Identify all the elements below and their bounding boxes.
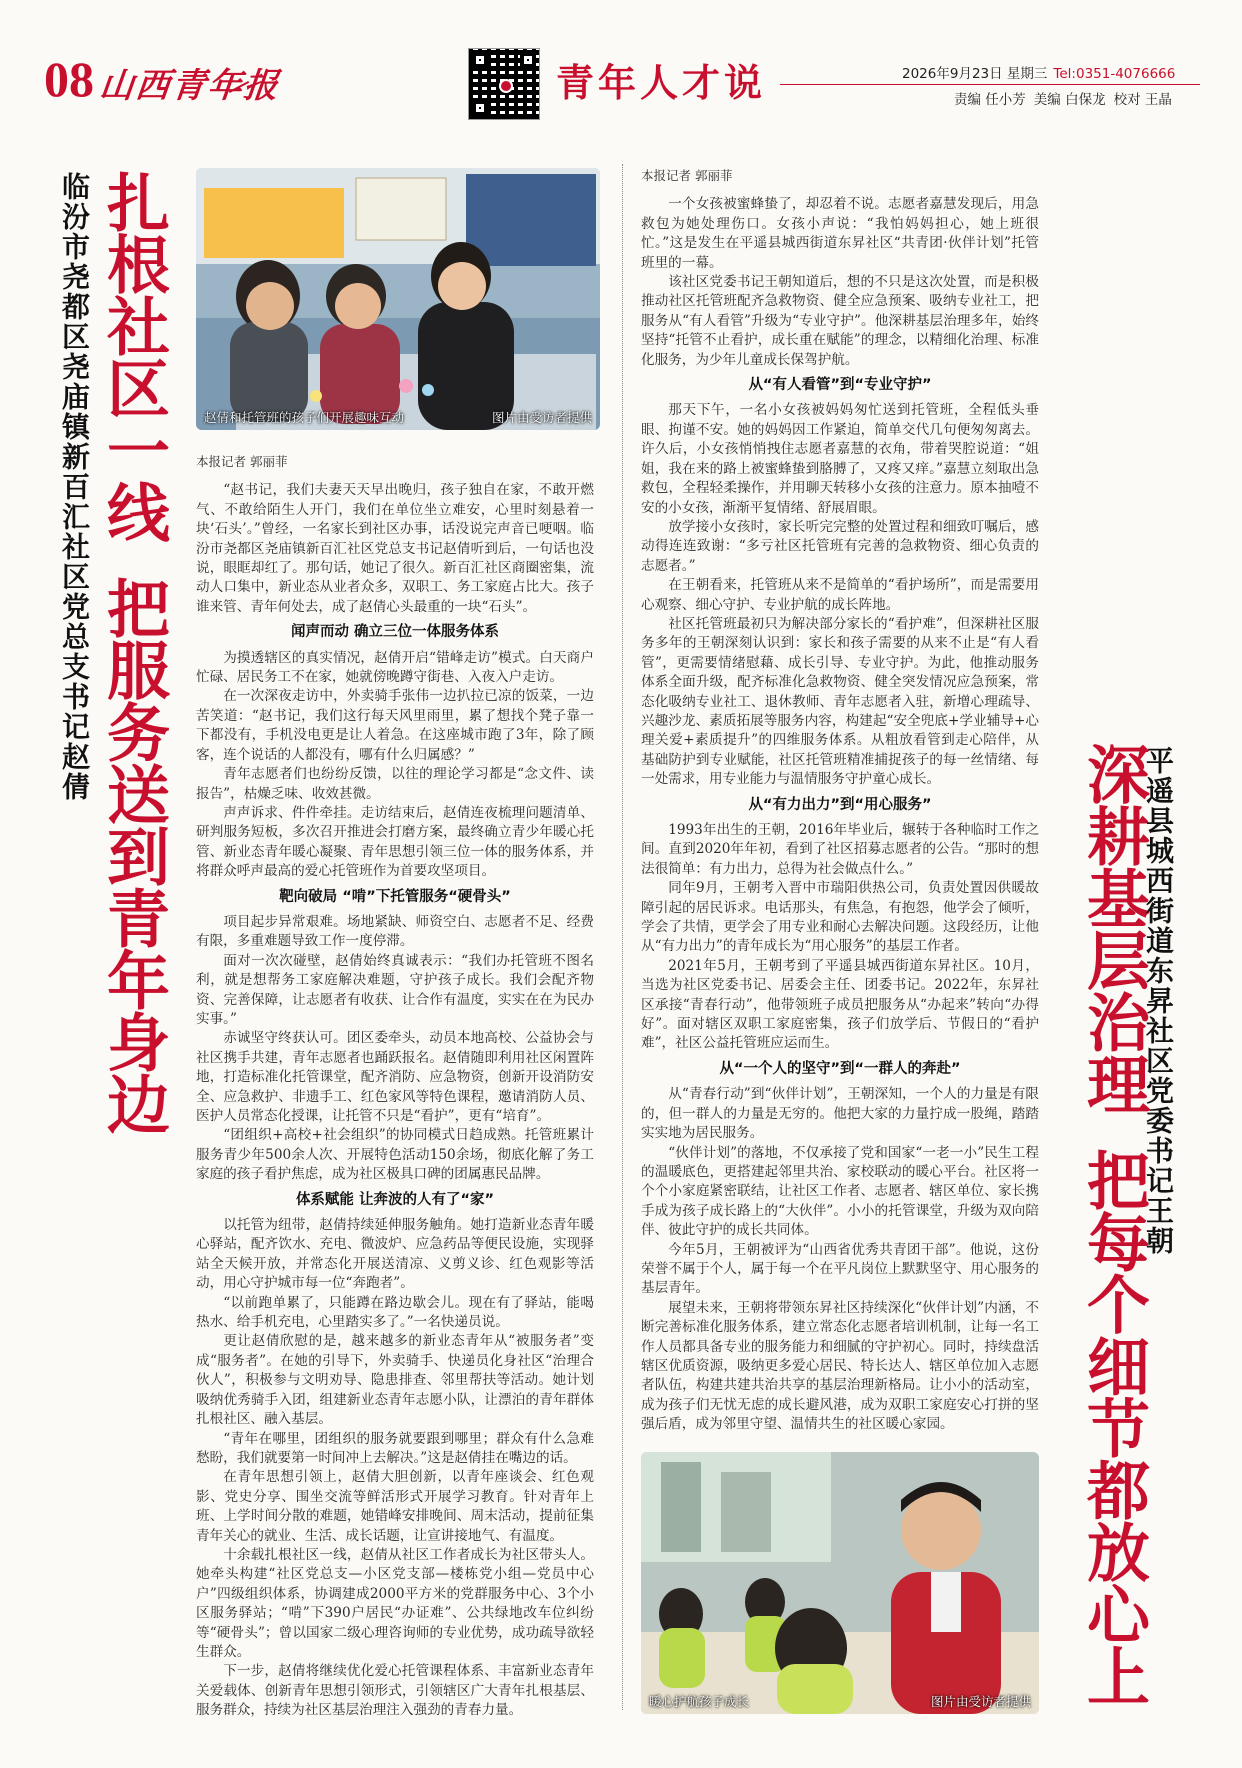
article-paragraph: 以托管为纽带，赵倩持续延伸服务触角。她打造新业态青年暖心驿站，配齐饮水、充电、微波炉、应急药品等便民设施，实现驿站全天候开放，并常态化开展送清凉、义剪义诊、红色观影等活动，用心守护城市每一位“奔跑者”。 bbox=[196, 1217, 594, 1292]
header-rule bbox=[780, 84, 1200, 85]
newspaper-logo: 山西青年报 bbox=[97, 66, 282, 106]
article-paragraph: 2021年5月，王朝考到了平遥县城西街道东昇社区。10月，当选为社区党委书记、居委会主任、团委书记。2022年，东昇社区承接“青春行动”，他带领班子成员把服务从“办起来”转向“办得好”。面对辖区双职工家庭密集，孩子们放学后、节假日的“看护难”，社区公益托管班应运而生。 bbox=[641, 957, 1039, 1052]
article-paragraph: “青年在哪里，团组织的服务就要跟到哪里；群众有什么急难愁盼，我们就要第一时间冲上去解决。”这是赵倩挂在嘴边的话。 bbox=[196, 1430, 594, 1466]
left-photo-image bbox=[196, 168, 600, 430]
section-subheading: 从“一个人的坚守”到“一群人的奔赴” bbox=[719, 1060, 961, 1077]
article-paragraph: 同年9月，王朝考入晋中市瑞阳供热公司，负责处置因供暖故障引起的居民诉求。电话那头，有焦急，有抱怨，他学会了倾听，学会了共情，更学会了用专业和耐心去解决问题。这段经历，让他从“有力出力”的青年成长为“用心服务”的基层工作者。 bbox=[641, 880, 1039, 955]
right-headline-part-b: 把每个细节都放心上 bbox=[1077, 1148, 1151, 1706]
left-article-body bbox=[196, 452, 594, 1718]
left-photo-caption: 赵倩和托管班的孩子们开展趣味互动 bbox=[204, 410, 405, 425]
article-paragraph: 1993年出生的王朝，2016年毕业后，辗转于各种临时工作之间。直到2020年年初，看到了社区招募志愿者的公告。“那时的想法很简单：有力出力，总得为社会做点什么。” bbox=[641, 822, 1039, 877]
left-headline bbox=[97, 170, 171, 1134]
left-subtitle: 临汾市尧都区尧庙镇新百汇社区党总支书记赵倩 bbox=[58, 172, 91, 802]
section-subheading: 闻声而动 确立三位一体服务体系 bbox=[290, 624, 500, 641]
article-paragraph: 在一次深夜走访中，外卖骑手张伟一边扒拉已凉的饭菜，一边苦笑道：“赵书记，我们这行每天风里雨里，累了想找个凳子靠一下都没有，手机没电更是让人着急。在这座城市跑了3年，除了顾客，连个说话的人都没有，哪有什么归属感？” bbox=[196, 688, 594, 763]
right-subtitle: 平遥县城西街道东昇社区党委书记王朝 bbox=[1142, 746, 1175, 1256]
article-paragraph: 更让赵倩欣慰的是，越来越多的新业态青年从“被服务者”变成“服务者”。在她的引导下，外卖骑手、快递员化身社区“治理合伙人”，积极参与文明劝导、隐患排查、邻里帮扶等活动。她计划吸纳优秀骑手入团，组建新业态青年志愿小队，让漂泊的青年群体扎根社区、融入基层。 bbox=[196, 1333, 594, 1428]
left-headline-part-a: 扎根社区一线 bbox=[97, 170, 171, 542]
article-paragraph: “伙伴计划”的落地，不仅承接了党和国家“一老一小”民生工程的温暖底色，更搭建起邻里共治、家校联动的暖心平台。社区将一个个小家庭紧密联结，让社区工作者、志愿者、辖区单位、家长携手成为孩子成长路上的“大伙伴”。小小的托管课堂，升级为双向陪伴、彼此守护的成长共同体。 bbox=[641, 1144, 1039, 1239]
editor-credit: 校对 王晶 bbox=[1113, 92, 1172, 108]
article-paragraph: 那天下午，一名小女孩被妈妈匆忙送到托管班，全程低头垂眼、拘谨不安。她的妈妈因工作紧迫，简单交代几句便匆匆离去。许久后，小女孩悄悄拽住志愿者嘉慧的衣角，带着哭腔说道：“姐姐，我在来的路上被蜜蜂蛰到胳膊了，又疼又痒。”嘉慧立刻取出急救包，全程轻柔操作，并用聊天转移小女孩的注意力。原本抽噎不安的小女孩，渐渐平复情绪、舒展眉眼。 bbox=[641, 402, 1039, 516]
section-title: 青年人才说 bbox=[556, 61, 767, 105]
article-paragraph: “以前跑单累了，只能蹲在路边歇会儿。现在有了驿站，能喝热水、给手机充电，心里踏实多了。”一名快递员说。 bbox=[196, 1294, 594, 1331]
section-subheading: 从“有人看管”到“专业守护” bbox=[748, 377, 932, 394]
editor-credit: 责编 任小芳 bbox=[954, 92, 1026, 108]
telephone: Tel:0351-4076666 bbox=[1053, 66, 1176, 82]
article-paragraph: 该社区党委书记王朝知道后，想的不只是这次处置，而是积极推动社区托管班配齐急救物资、健全应急预案、吸纳专业社工，把服务从“有人看管”升级为“专业守护”。他深耕基层治理多年，始终坚持“托管不止看护，成长重在赋能”的理念，以精细化治理、标准化服务，为少年儿童成长保驾护航。 bbox=[641, 274, 1039, 368]
article-paragraph: 社区托管班最初只为解决部分家长的“看护难”，但深耕社区服务多年的王朝深刻认识到：家长和孩子需要的从来不止是“有人看管”，更需要情绪慰藉、成长引导、专业守护。为此，他推动服务体系全面升级，配齐标准化急救物资、健全突发情况应急预案，常态化吸纳专业社工、退休教师、青年志愿者入驻，新增心理疏导、兴趣沙龙、素质拓展等服务内容，构建起“安全兜底+学业辅导+心理关爱+素质提升”的四维服务体系。从粗放看管到走心陪伴，从基础防护到专业赋能，社区托管班精准捕捉孩子的每一丝情绪、每一处需求，用专业能力与温情服务守护童心成长。 bbox=[641, 615, 1039, 788]
page-number: 08 bbox=[44, 51, 94, 107]
article-paragraph: 从“青春行动”到“伙伴计划”，王朝深知，一个人的力量是有限的，但一群人的力量是无穷的。他把大家的力量拧成一股绳，踏踏实实地为居民服务。 bbox=[641, 1086, 1039, 1142]
article-paragraph: 声声诉求、件件牵挂。走访结束后，赵倩连夜梳理问题清单、研判服务短板，多次召开推进会打磨方案，最终确立青少年暖心托管、新业态青年暖心凝聚、青年思想引领三位一体的服务体系，并将群众呼声最高的爱心托管班作为首要攻坚项目。 bbox=[196, 804, 594, 880]
right-headline-part-a: 深耕基层治理 bbox=[1077, 742, 1151, 1114]
section-subheading: 从“有力出力”到“用心服务” bbox=[748, 796, 932, 813]
right-byline: 本报记者 郭丽菲 bbox=[641, 168, 733, 183]
article-paragraph: 十余载扎根社区一线，赵倩从社区工作者成长为社区带头人。她牵头构建“社区党总支—小区党支部—楼栋党小组—党员中心户”四级组织体系，协调建成2000平方米的党群服务中心、3个小区服务驿站；“啃”下390户居民“办证难”、公共绿地改车位纠纷等“硬骨头”；曾以国家二级心理咨询师的专业优势，成功疏导欲轻生群众。 bbox=[196, 1546, 594, 1660]
section-subheading: 靶向破局 “啃”下托管服务“硬骨头” bbox=[279, 888, 511, 905]
article-paragraph: 展望未来，王朝将带领东昇社区持续深化“伙伴计划”内涵，不断完善标准化服务体系，建立常态化志愿者培训机制，让每一名工作人员都具备专业的服务能力和细腻的守护初心。同时，持续盘活辖区优质资源，吸纳更多爱心居民、特长达人、辖区单位加入志愿者队伍，构建共建共治共享的基层治理新格局。让小小的活动室，成为孩子们无忧无虑的成长避风港，成为双职工家庭安心打拼的坚强后盾，成为邻里守望、温情共生的社区暖心家园。 bbox=[641, 1299, 1039, 1433]
article-paragraph: 在王朝看来，托管班从来不是简单的“看护场所”，而是需要用心观察、细心守护、专业护航的成长阵地。 bbox=[641, 577, 1039, 613]
article-paragraph: “团组织+高校+社会组织”的协同模式日趋成熟。托管班累计服务青少年500余人次、开展特色活动150余场，彻底化解了务工家庭的孩子看护焦虑，成为社区极具口碑的团属惠民品牌。 bbox=[196, 1127, 594, 1183]
column-divider bbox=[622, 164, 623, 1710]
left-headline-part-b: 把服务送到青年身边 bbox=[97, 576, 171, 1134]
issue-date bbox=[902, 62, 1175, 82]
article-paragraph: “赵书记，我们夫妻天天早出晚归，孩子独自在家，不敢开燃气、不敢给陌生人开门，我们在单位坐立难安，心里时刻悬着一块‘石头’。”曾经，一名家长到社区办事，话没说完声音已哽咽。临汾市尧都区尧庙镇新百汇社区党总支书记赵倩听到后，一句话也没说，眼眶却红了。那句话，她记了很久。新百汇社区商圈密集，流动人口集中，新业态从业者众多，双职工、务工家庭占比大。孩子谁来管、青年何处去，成了赵倩心头最重的一块“石头”。 bbox=[196, 482, 594, 615]
article-paragraph: 项目起步异常艰难。场地紧缺、师资空白、志愿者不足、经费有限，多重难题导致工作一度停滞。 bbox=[196, 913, 594, 950]
left-photo-credit: 图片由受访者提供 bbox=[491, 410, 592, 425]
article-paragraph: 在青年思想引领上，赵倩大胆创新，以青年座谈会、红色观影、党史分享、围坐交流等鲜活形式开展学习教育。针对青年上班、上学时间分散的难题，她错峰安排晚间、周末活动，提前征集青年关心的就业、生活、成长话题，让宣讲接地气、有温度。 bbox=[196, 1469, 594, 1544]
editor-credits bbox=[954, 88, 1180, 108]
article-paragraph: 一个女孩被蜜蜂蛰了，却忍着不说。志愿者嘉慧发现后，用急救包为她处理伤口。女孩小声说：“我怕妈妈担心，她上班很忙。”这是发生在平遥县城西街道东昇社区“共青团·伙伴计划”托管班里的一幕。 bbox=[641, 196, 1039, 271]
article-paragraph: 今年5月，王朝被评为“山西省优秀共青团干部”。他说，这份荣誉不属于个人，属于每一个在平凡岗位上默默坚守、用心服务的基层青年。 bbox=[641, 1241, 1039, 1297]
section-subheading: 体系赋能 让奔波的人有了“家” bbox=[295, 1191, 495, 1208]
article-paragraph: 为摸透辖区的真实情况，赵倩开启“错峰走访”模式。白天商户忙碌、居民务工不在家，她就傍晚蹲守街巷、入夜入户走访。 bbox=[196, 649, 594, 686]
right-photo bbox=[641, 1452, 1039, 1714]
article-paragraph: 青年志愿者们也纷纷反馈，以往的理论学习都是“念文件、读报告”，枯燥乏味、收效甚微。 bbox=[196, 766, 594, 802]
article-paragraph: 放学接小女孩时，家长听完完整的处置过程和细致叮嘱后，感动得连连致谢：“多亏社区托管班有完善的急救物资、细心负责的志愿者。” bbox=[641, 518, 1039, 574]
article-paragraph: 赤诚坚守终获认可。团区委牵头，动员本地高校、公益协会与社区携手共建，青年志愿者也踊跃报名。赵倩随即利用社区闲置阵地，打造标准化托管课堂，配齐消防、应急物资，创新开设消防安全、应急救护、非遗手工、红色家风等特色课程，邀请消防人员、医护人员常态化授课，让托管不只是“看护”，更有“培育”。 bbox=[196, 1030, 594, 1124]
left-byline: 本报记者 郭丽菲 bbox=[196, 454, 288, 469]
editor-credit: 美编 白保龙 bbox=[1033, 92, 1106, 108]
right-photo-image bbox=[641, 1452, 1039, 1714]
right-photo-credit: 图片由受访者提供 bbox=[930, 1694, 1031, 1709]
article-paragraph: 面对一次次碰壁，赵倩始终真诚表示：“我们办托管班不图名利，就是想帮务工家庭解决难题，守护孩子成长。我们会配齐物资、完善保障，让志愿者有收获、让合作有温度，实实在在为民办实事。” bbox=[196, 952, 594, 1027]
right-photo-caption: 暖心护航孩子成长 bbox=[649, 1694, 750, 1709]
right-article-body bbox=[641, 166, 1039, 1442]
left-photo bbox=[196, 168, 600, 430]
article-paragraph: 下一步，赵倩将继续优化爱心托管课程体系、丰富新业态青年关爱载体、创新青年思想引领形式，引领辖区广大青年扎根基层、服务群众，持续为社区基层治理注入强劲的青春力量。 bbox=[196, 1663, 594, 1718]
qr-code-icon[interactable] bbox=[468, 48, 540, 120]
date-text: 2026年9月23日 星期三 bbox=[902, 66, 1048, 82]
right-headline bbox=[1077, 742, 1151, 1706]
